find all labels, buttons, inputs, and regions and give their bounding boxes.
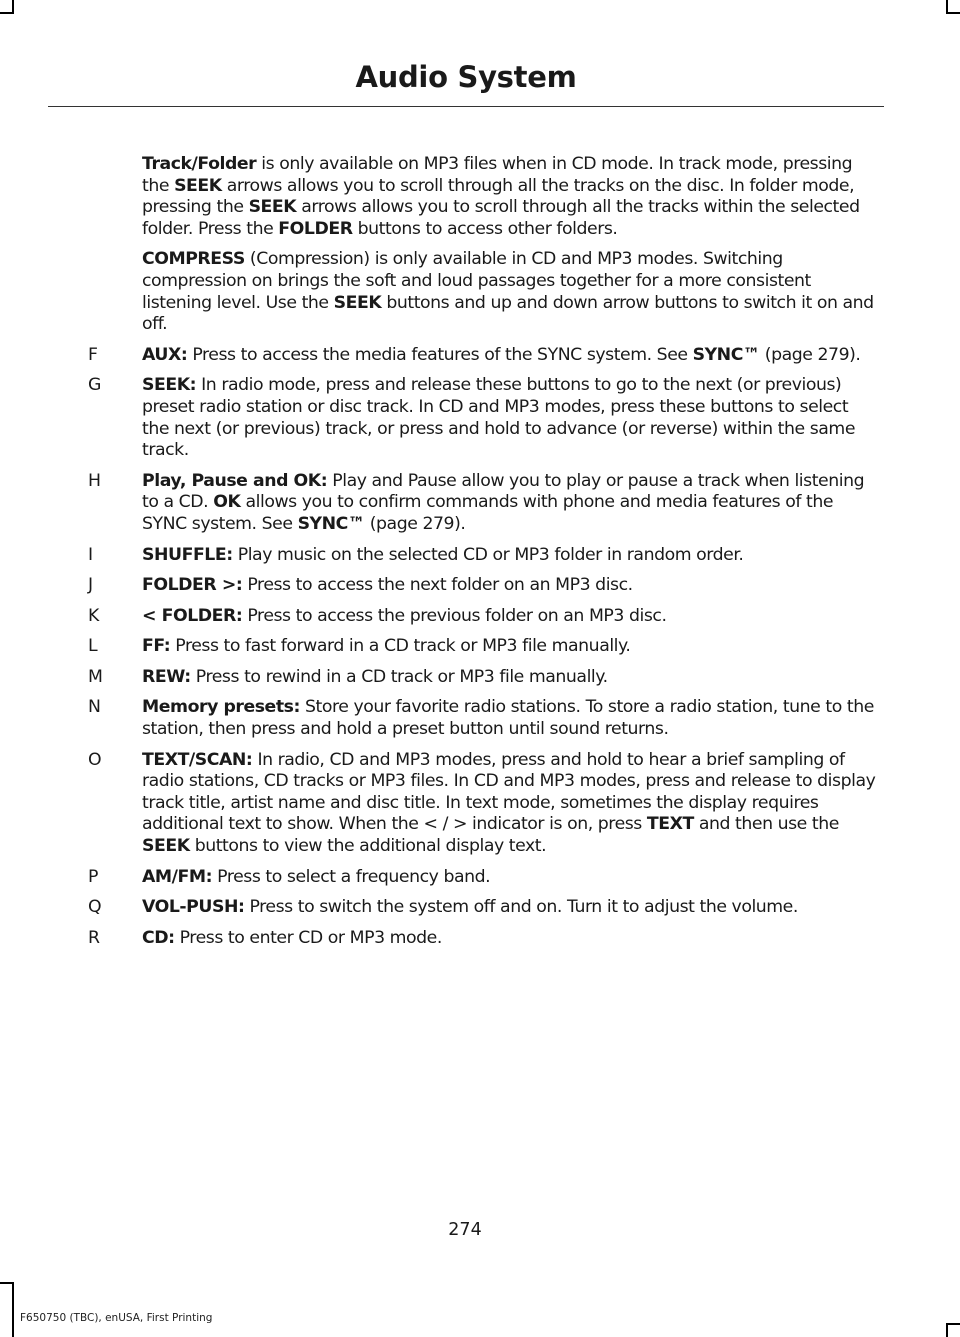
- bold-term: FF:: [142, 636, 171, 657]
- manual-content: [84, 154, 876, 958]
- item-description: [142, 897, 876, 919]
- list-item: [84, 345, 876, 367]
- text-run: is only available on MP3 files when in CD mode. In track mode, pressing the: [142, 154, 853, 196]
- item-letter: P: [88, 866, 98, 887]
- text-run: Press to access the previous folder on an MP3 disc.: [242, 605, 667, 626]
- text-run: (Compression) is only available in CD and MP3 modes. Switching compression on brings the soft and loud passages together for a more consistent listening level. Use the: [142, 249, 811, 313]
- list-item: [84, 667, 876, 689]
- bold-term: SEEK: [174, 175, 222, 196]
- list-item: [84, 471, 876, 536]
- text-run: (page 279).: [364, 513, 466, 534]
- text-run: (page 279).: [759, 344, 861, 365]
- text-run: Press to rewind in a CD track or MP3 file manually.: [190, 666, 608, 687]
- text-run: Press to switch the system off and on. Turn it to adjust the volume.: [244, 897, 798, 918]
- text-run: Play music on the selected CD or MP3 folder in random order.: [232, 544, 744, 565]
- bold-term: AM/FM:: [142, 866, 213, 887]
- list-item: [84, 897, 876, 919]
- bold-term: SEEK: [248, 197, 297, 218]
- item-description: [142, 345, 876, 367]
- intro-paragraph: [142, 249, 876, 335]
- text-run: buttons to view the additional display text.: [189, 836, 547, 857]
- page-header-title: Audio System: [355, 60, 577, 94]
- list-item: [84, 606, 876, 628]
- page-number: 274: [448, 1220, 482, 1240]
- header-divider: [48, 106, 884, 107]
- item-description: [142, 636, 876, 658]
- bold-term: REW:: [142, 666, 191, 687]
- list-item: [84, 375, 876, 461]
- text-run: allows you to confirm commands with phone and media features of the SYNC system. See: [142, 492, 834, 534]
- text-run: Press to access the next folder on an MP3 disc.: [242, 575, 633, 596]
- item-description: [142, 928, 876, 950]
- text-run: Press to access the media features of the SYNC system. See: [187, 344, 693, 365]
- crop-mark: [946, 1323, 960, 1325]
- text-run: Store your favorite radio stations. To store a radio station, tune to the station, then press and hold a preset button until sound returns.: [142, 697, 874, 740]
- item-letter: N: [88, 697, 101, 718]
- bold-term: SYNC™: [692, 344, 760, 365]
- text-run: In radio, CD and MP3 modes, press and hold to hear a brief sampling of radio stations, CD tracks or MP3 files. In CD and MP3 modes, press and release to display track title, artist name and disc title. In text mode, sometimes the display requires additional text to show. When the < / > indicator is on, press: [142, 749, 876, 835]
- bold-term: TEXT/SCAN:: [142, 749, 253, 770]
- text-run: Play and Pause allow you to play or pause a track when listening to a CD.: [142, 470, 865, 513]
- bold-term: Memory presets:: [142, 697, 300, 718]
- text-run: Press to select a frequency band.: [212, 866, 491, 887]
- bold-term: SEEK:: [142, 375, 197, 396]
- item-letter: L: [88, 636, 98, 657]
- item-description: [142, 545, 876, 567]
- crop-mark: [946, 12, 960, 14]
- item-letter: F: [88, 344, 98, 365]
- list-item: [84, 750, 876, 858]
- bold-term: OK: [213, 492, 241, 513]
- item-letter: J: [88, 575, 93, 596]
- bold-term: SYNC™: [297, 513, 365, 534]
- crop-mark: [0, 12, 14, 14]
- bold-term: AUX:: [142, 344, 188, 365]
- text-run: arrows allows you to scroll through all the tracks on the disc. In folder mode, pressing the: [142, 175, 855, 218]
- item-letter: K: [88, 605, 99, 626]
- item-list: [84, 345, 876, 950]
- bold-term: SHUFFLE:: [142, 544, 233, 565]
- list-item: [84, 636, 876, 658]
- intro-section: [84, 154, 876, 336]
- text-run: arrows allows you to scroll through all the tracks within the selected folder. Press the: [142, 197, 860, 239]
- text-run: Press to fast forward in a CD track or MP3 file manually.: [170, 636, 631, 657]
- item-description: [142, 375, 876, 461]
- item-letter: O: [88, 749, 102, 770]
- item-letter: R: [88, 927, 100, 948]
- text-run: In radio mode, press and release these buttons to go to the next (or previous) preset radio station or disc track. In CD and MP3 modes, press these buttons to select the next (or previous) track, or press and hold to advance (or reverse) within the same track.: [142, 375, 855, 461]
- bold-term: COMPRESS: [142, 249, 245, 270]
- text-run: Press to enter CD or MP3 mode.: [174, 927, 442, 948]
- crop-mark: [12, 1282, 14, 1337]
- item-description: [142, 471, 876, 536]
- item-description: [142, 867, 876, 889]
- bold-term: < FOLDER:: [142, 605, 243, 626]
- item-letter: M: [88, 666, 103, 687]
- item-letter: I: [88, 544, 93, 565]
- item-letter: G: [88, 375, 101, 396]
- bold-term: TEXT: [646, 814, 694, 835]
- text-run: and then use the: [693, 814, 839, 835]
- crop-mark: [946, 1323, 948, 1337]
- bold-term: Track/Folder: [142, 154, 257, 174]
- item-letter: Q: [88, 897, 102, 918]
- item-description: [142, 606, 876, 628]
- bold-term: Play, Pause and OK:: [142, 470, 328, 491]
- item-description: [142, 750, 876, 858]
- text-run: buttons and up and down arrow buttons to switch it on and off.: [142, 292, 874, 335]
- text-run: buttons to access other folders.: [352, 218, 618, 239]
- bold-term: SEEK: [333, 292, 382, 313]
- list-item: [84, 928, 876, 950]
- item-description: [142, 667, 876, 689]
- footer-print-info: F650750 (TBC), enUSA, First Printing: [20, 1312, 213, 1324]
- intro-paragraph: [142, 154, 876, 240]
- item-description: [142, 575, 876, 597]
- item-letter: H: [88, 470, 101, 491]
- bold-term: VOL-PUSH:: [142, 897, 245, 918]
- list-item: [84, 575, 876, 597]
- bold-term: FOLDER: [278, 218, 353, 239]
- bold-term: CD:: [142, 927, 175, 948]
- list-item: [84, 697, 876, 740]
- bold-term: FOLDER >:: [142, 575, 243, 596]
- bold-term: SEEK: [142, 836, 190, 857]
- item-description: [142, 697, 876, 740]
- list-item: [84, 867, 876, 889]
- crop-mark: [0, 1282, 14, 1284]
- list-item: [84, 545, 876, 567]
